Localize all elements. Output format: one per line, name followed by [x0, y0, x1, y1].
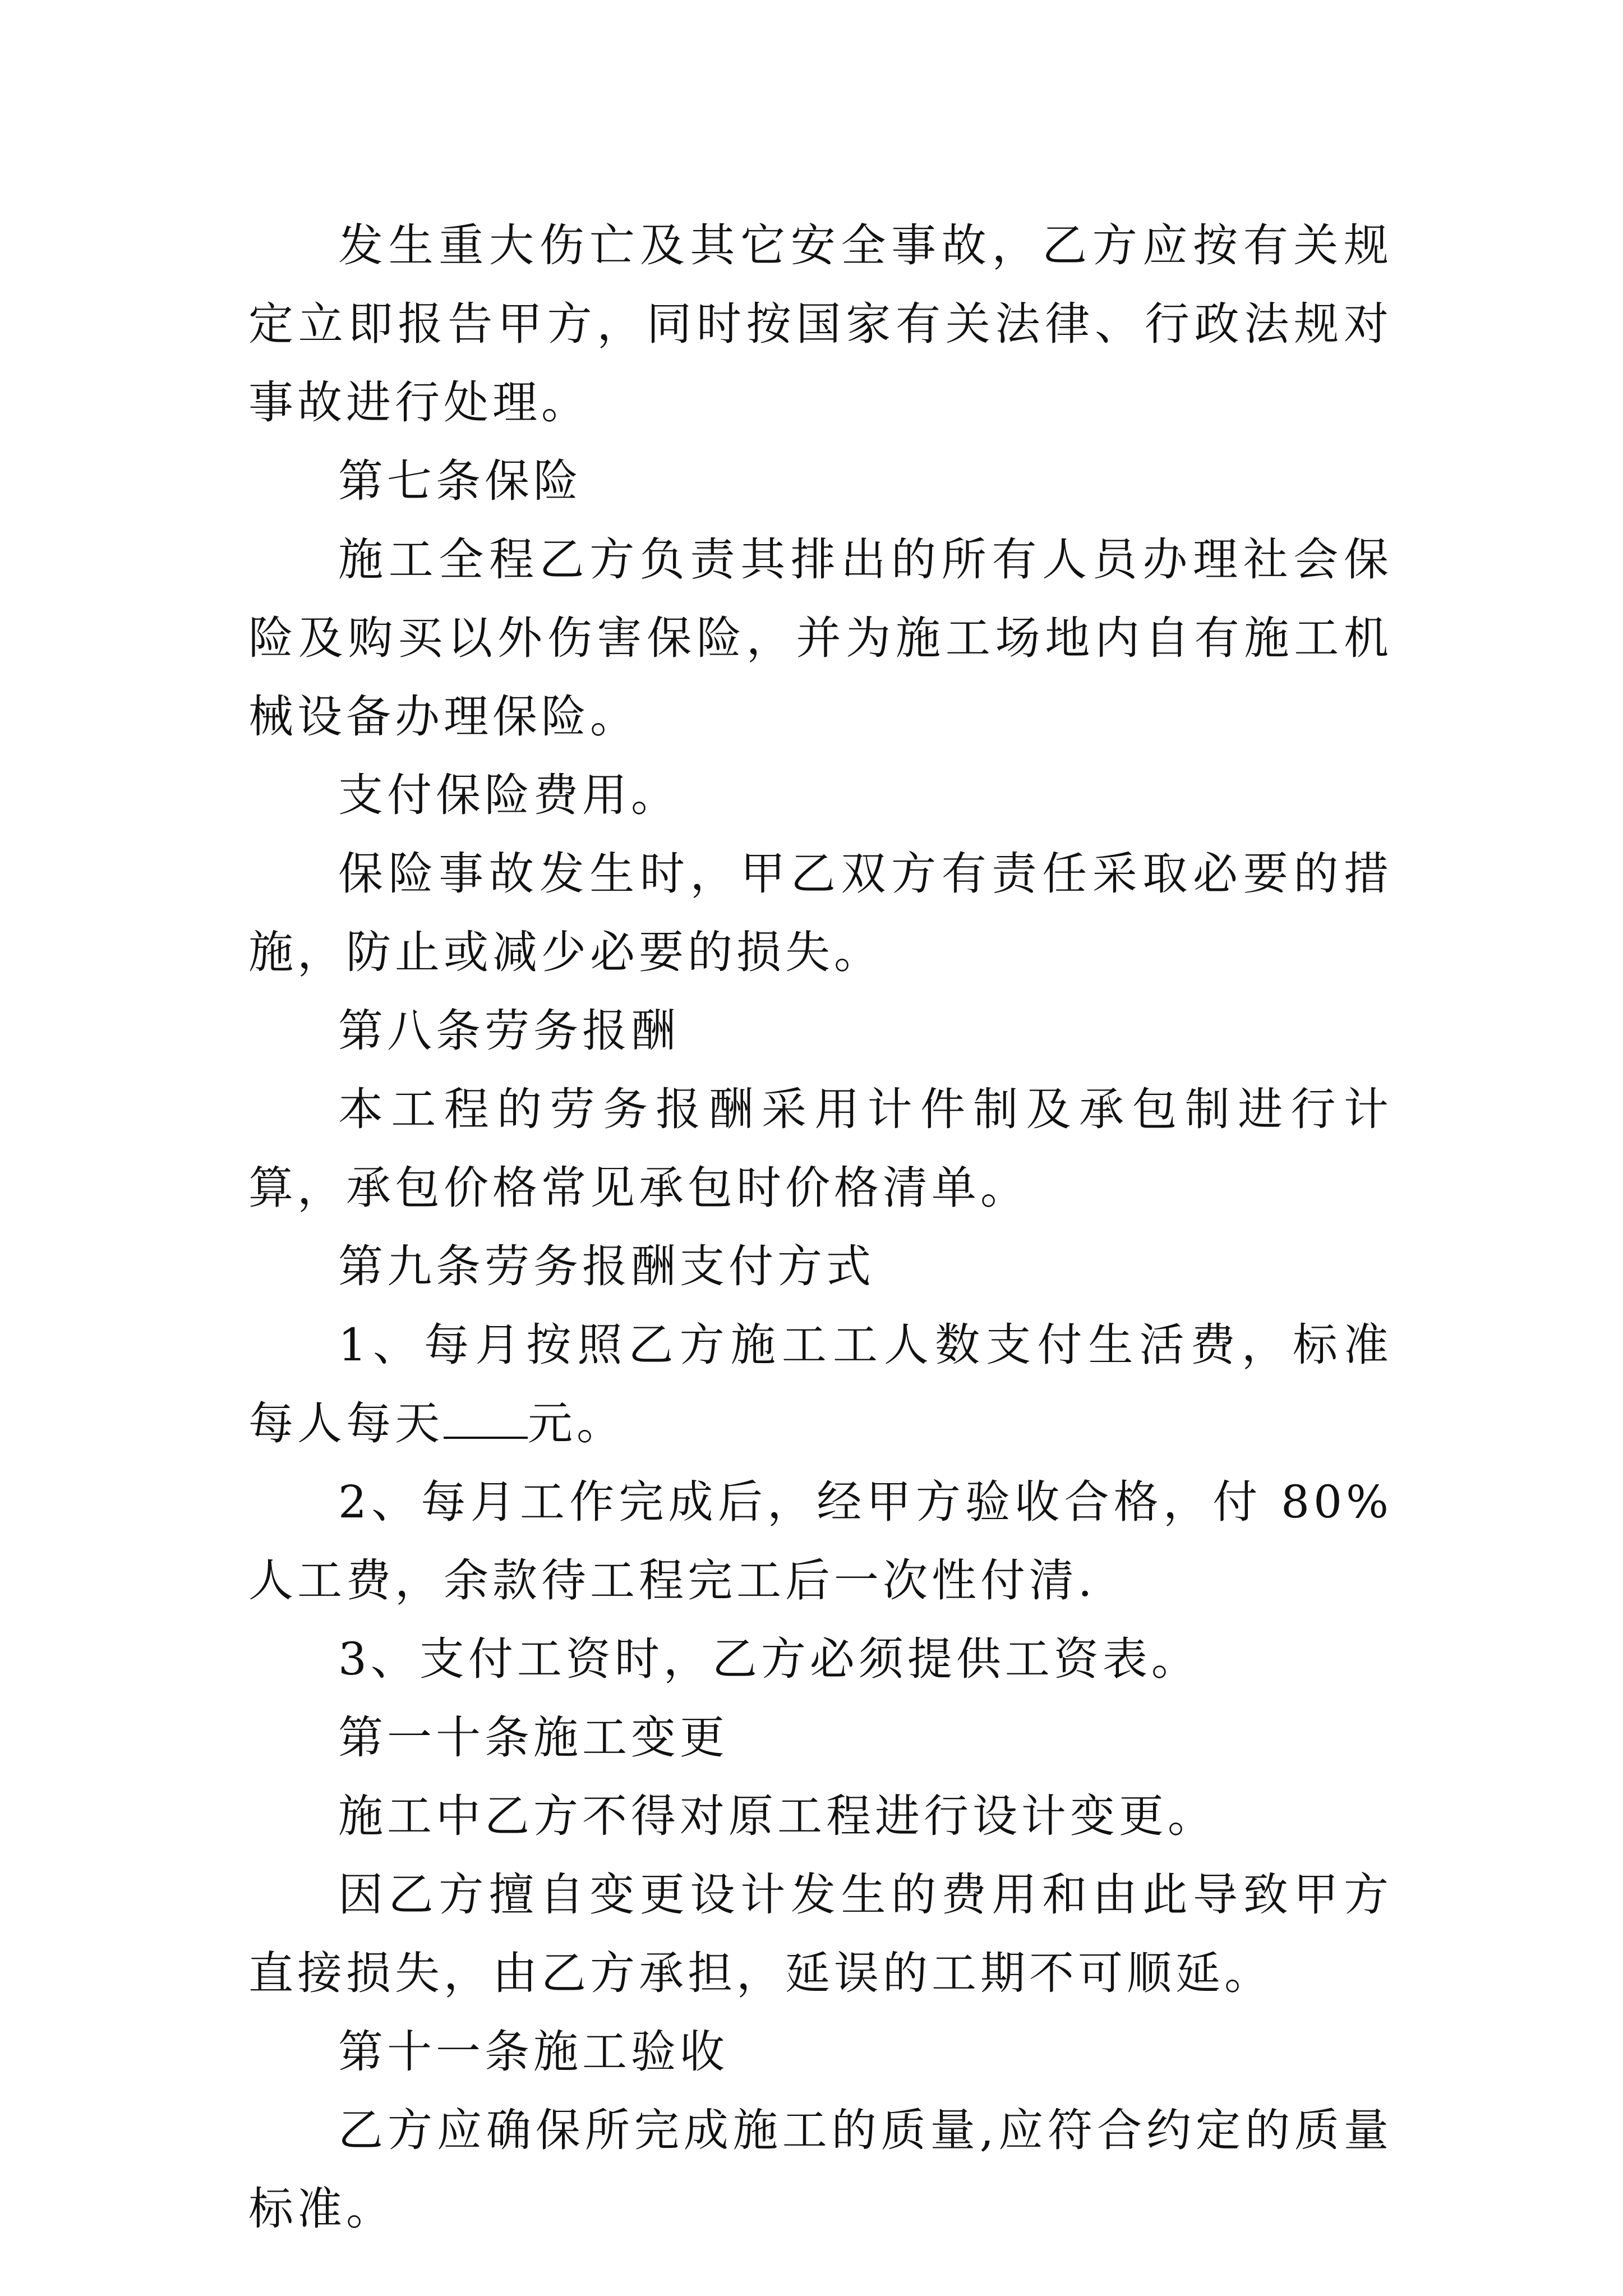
section-heading-acceptance: 第十一条施工验收 — [338, 2026, 728, 2078]
paragraph-insurance-accident: 保险事故发生时，甲乙双方有责任采取必要的措施，防止或减少必要的损失。 — [248, 848, 1393, 978]
paragraph-accident-report: 发生重大伤亡及其它安全事故，乙方应按有关规定立即报告甲方，同时按国家有关法律、行政法规对事故进行处理。 — [248, 219, 1393, 429]
paragraph-monthly-payment: 2、每月工作完成后，经甲方验收合格，付 80%人工费，余款待工程完工后一次性付清. — [248, 1476, 1393, 1607]
section-heading-change: 第一十条施工变更 — [338, 1711, 728, 1764]
section-heading-insurance: 第七条保险 — [338, 455, 582, 507]
living-allowance-text-before: 1、每月按照乙方施工工人数支付生活费，标准每人每天 — [248, 1319, 1393, 1450]
document-body — [248, 206, 1393, 2248]
paragraph-remuneration-method: 本工程的劳务报酬采用计件制及承包制进行计算，承包价格常见承包时价格清单。 — [248, 1083, 1393, 1214]
paragraph-quality: 乙方应确保所完成施工的质量,应符合约定的质量标准。 — [248, 2104, 1393, 2235]
section-heading-remuneration: 第八条劳务报酬 — [338, 1005, 680, 1057]
paragraph-insurance-duty: 施工全程乙方负责其排出的所有人员办理社会保险及购买以外伤害保险，并为施工场地内自有施工机械设备办理保险。 — [248, 533, 1393, 743]
paragraph-change-liability: 因乙方擅自变更设计发生的费用和由此导致甲方直接损失，由乙方承担，延误的工期不可顺延。 — [248, 1869, 1393, 1999]
paragraph-no-design-change: 施工中乙方不得对原工程进行设计变更。 — [338, 1790, 1216, 1842]
section-heading-payment-method: 第九条劳务报酬支付方式 — [338, 1240, 875, 1292]
amount-blank-line — [444, 1397, 528, 1439]
paragraph-payroll: 3、支付工资时，乙方必须提供工资表。 — [338, 1633, 1200, 1685]
paragraph-insurance-fee: 支付保险费用。 — [338, 769, 680, 821]
living-allowance-text-after: 元。 — [528, 1397, 625, 1450]
paragraph-living-allowance — [248, 1306, 1393, 1463]
